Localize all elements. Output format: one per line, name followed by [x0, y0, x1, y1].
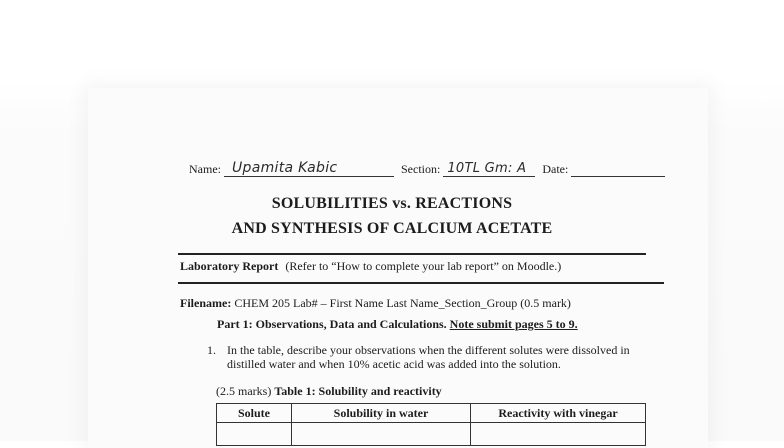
document-title-line1: SOLUBILITIES vs. REACTIONS: [271, 195, 513, 212]
col-solubility: Solubility in water: [292, 404, 471, 423]
lab-report-line: [180, 259, 561, 274]
name-label: Name:: [189, 162, 221, 176]
lab-report-note: (Refer to “How to complete your lab report” on Moodle.): [285, 259, 562, 273]
date-label: Date:: [542, 162, 569, 176]
filename-text: CHEM 205 Lab# – First Name Last Name_Section_Group (0.5 mark): [234, 296, 571, 310]
col-solute: Solute: [217, 404, 292, 423]
table-caption: [216, 384, 442, 399]
section-label: Section:: [401, 162, 441, 176]
title-divider-top: [178, 253, 646, 255]
instruction-line2: distilled water and when 10% acetic acid was added into the solution.: [227, 357, 561, 371]
filename-line: [180, 296, 571, 311]
table-cell[interactable]: [471, 423, 646, 446]
document-title-line2: AND SYNTHESIS OF CALCIUM ACETATE: [231, 220, 553, 237]
table-cell[interactable]: [292, 423, 471, 446]
table-header-row: [217, 404, 646, 423]
col-reactivity: Reactivity with vinegar: [471, 404, 646, 423]
table-row: [217, 423, 646, 446]
table-marks: (2.5 marks): [216, 384, 272, 398]
instruction-number: 1.: [207, 343, 216, 357]
instruction-line1: In the table, describe your observations when the different solutes were dissolved in: [227, 343, 630, 357]
solubility-table: [216, 403, 646, 446]
table-title: Table 1: Solubility and reactivity: [274, 384, 442, 398]
part1-heading: [217, 317, 578, 332]
filename-label: Filename:: [180, 296, 232, 310]
section-handwriting: 10TL Gm: A: [447, 161, 527, 176]
name-handwriting: Upamita Kabic: [232, 160, 338, 176]
section-field[interactable]: [443, 162, 535, 177]
part1-text: Part 1: Observations, Data and Calculations.: [217, 317, 447, 331]
header-fields-row: [189, 162, 665, 177]
table-cell[interactable]: [217, 423, 292, 446]
part1-submit-note: Note submit pages 5 to 9.: [449, 317, 578, 331]
date-field[interactable]: [571, 162, 665, 177]
instruction-item: [207, 343, 630, 371]
name-field[interactable]: [224, 162, 394, 177]
lab-report-divider: [178, 282, 664, 284]
lab-report-heading: Laboratory Report: [180, 259, 279, 273]
